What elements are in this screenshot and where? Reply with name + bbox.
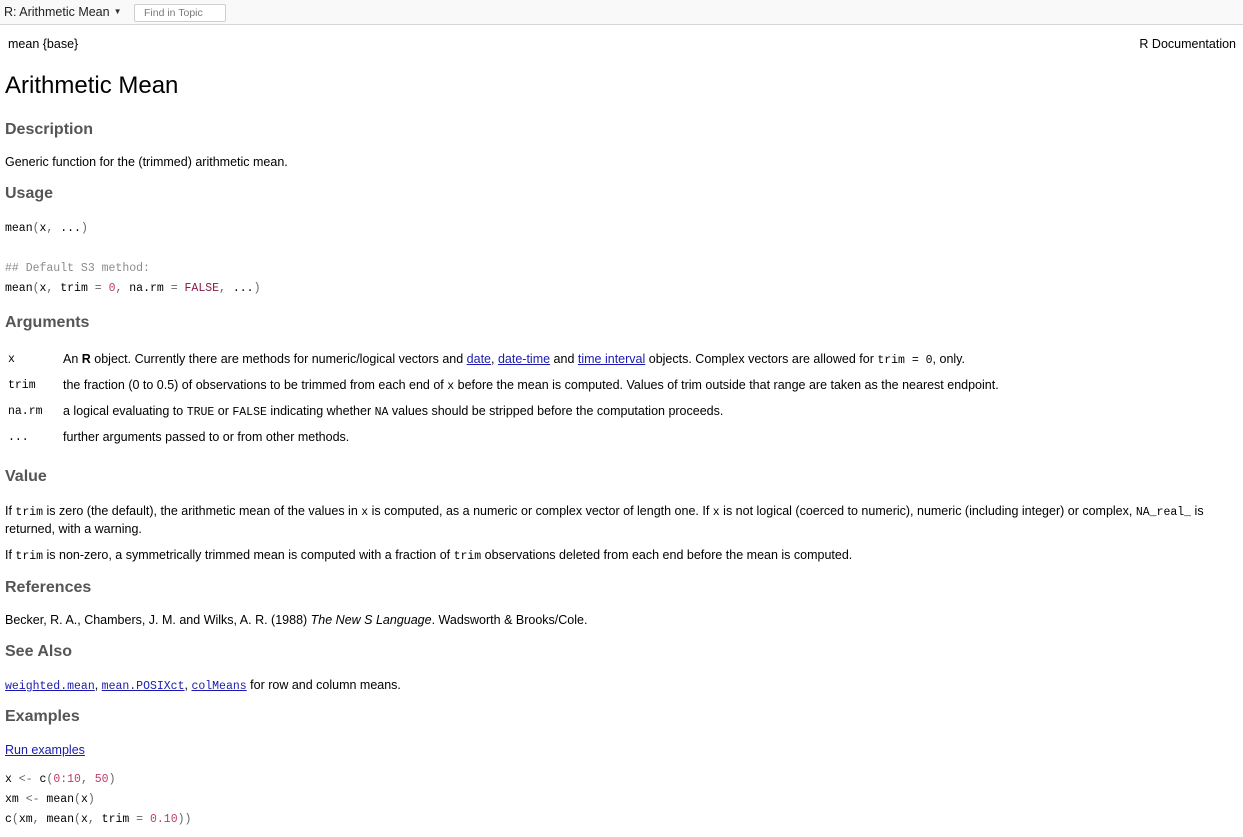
text: observations deleted from each end before the mean is computed. (481, 548, 853, 562)
value-paragraph-2 (5, 548, 852, 563)
text: indicating whether (266, 404, 375, 418)
text: values should be stripped before the computation proceeds. (388, 404, 724, 418)
code-arg: xm (18, 813, 33, 826)
caret-down-icon: ▼ (113, 7, 122, 16)
code-arg: x (39, 222, 47, 235)
code-punct: , (219, 282, 233, 295)
find-in-topic-input[interactable] (134, 4, 226, 22)
code-fn: mean (46, 813, 75, 826)
code-punct: , (32, 813, 47, 826)
argument-name: x (8, 353, 15, 366)
code-fn: c (5, 813, 12, 826)
code-number: 50 (94, 773, 109, 786)
code-fn: mean (5, 222, 33, 235)
code-punct: <- (18, 793, 47, 806)
code-number: 0 (53, 773, 61, 786)
argument-name: trim (8, 379, 36, 392)
package-label: mean {base} (8, 37, 79, 51)
argument-description (63, 378, 999, 393)
inline-code: trim (453, 550, 482, 563)
code-punct: ) (87, 793, 95, 806)
code-punct: = (129, 813, 150, 826)
r-documentation-label: R Documentation (1139, 37, 1236, 51)
code-punct: ( (32, 282, 40, 295)
code-fn: c (39, 773, 47, 786)
argument-name: ... (8, 431, 29, 444)
argument-description: further arguments passed to or from other methods. (63, 430, 350, 444)
usage-comment: ## Default S3 method: (5, 262, 150, 275)
argument-name: na.rm (8, 405, 43, 418)
code-arg: ... (60, 222, 81, 235)
code-punct: ( (74, 793, 81, 806)
code-punct: ( (11, 813, 19, 826)
text: , (94, 678, 102, 692)
date-link[interactable]: date (466, 352, 492, 366)
text: a logical evaluating to (63, 404, 187, 418)
text: objects. Complex vectors are allowed for (645, 352, 878, 366)
code-punct: = (163, 282, 185, 295)
book-title: The New S Language (310, 613, 432, 627)
code-punct: ) (80, 222, 88, 235)
code-arg: trim (101, 813, 130, 826)
code-fn: mean (5, 282, 33, 295)
code-fn: mean (46, 793, 75, 806)
topic-selector[interactable] (4, 5, 122, 19)
code-punct: )) (177, 813, 192, 826)
text: is not logical (coerced to numeric), numeric (including integer) or complex, (719, 504, 1136, 518)
text: before the mean is computed. Values of trim outside that range are taken as the nearest endpoint. (454, 378, 999, 392)
inline-code: trim (15, 550, 44, 563)
value-paragraph-1 (5, 503, 1230, 537)
mean-posixct-link[interactable]: mean.POSIXct (101, 680, 185, 693)
text: and (550, 352, 578, 366)
text: An (63, 352, 82, 366)
text: , (184, 678, 192, 692)
colmeans-link[interactable]: colMeans (191, 680, 247, 693)
code-arg: trim (60, 282, 88, 295)
code-punct: ) (108, 773, 116, 786)
section-usage-heading: Usage (5, 185, 54, 202)
help-toolbar (0, 0, 1243, 25)
code-punct: , (87, 813, 102, 826)
text: is zero (the default), the arithmetic mean of the values in (43, 504, 362, 518)
usage-line-2 (5, 282, 260, 295)
text: . Wadsworth & Brooks/Cole. (431, 613, 588, 627)
section-references-heading: References (5, 579, 92, 596)
code-punct: , (46, 282, 61, 295)
argument-description (63, 352, 965, 367)
text: object. Currently there are methods for numeric/logical vectors and (90, 352, 467, 366)
text: is returned, with a warning. (5, 504, 1204, 536)
inline-code: NA (374, 406, 389, 419)
section-see-also-heading: See Also (5, 643, 72, 660)
weighted-mean-link[interactable]: weighted.mean (5, 680, 95, 693)
usage-line-1 (5, 222, 88, 235)
text: the fraction (0 to 0.5) of observations to be trimmed from each end of (63, 378, 448, 392)
text: Becker, R. A., Chambers, J. M. and Wilks, A. R. (1988) (5, 613, 311, 627)
inline-code: x (447, 380, 455, 393)
text: or (214, 404, 233, 418)
code-punct: , (115, 282, 130, 295)
text: , (491, 352, 498, 366)
see-also-text (5, 678, 401, 693)
code-number: 0.10 (150, 813, 178, 826)
inline-code: NA_real_ (1135, 506, 1192, 519)
code-keyword: FALSE (184, 282, 220, 295)
code-arg: x (5, 773, 12, 786)
text: If (5, 504, 16, 518)
page-title: Arithmetic Mean (5, 72, 179, 99)
r-bold-text: R (81, 352, 91, 366)
code-arg: x (39, 282, 47, 295)
code-number: 0 (108, 282, 116, 295)
run-examples-link[interactable]: Run examples (5, 743, 85, 757)
example-line-2 (5, 793, 95, 806)
text: is non-zero, a symmetrically trimmed mean is computed with a fraction of (43, 548, 454, 562)
text: is computed, as a numeric or complex vector of length one. If (368, 504, 713, 518)
code-punct: <- (11, 773, 40, 786)
argument-description (63, 404, 723, 419)
code-punct: ( (74, 813, 81, 826)
code-punct: ( (46, 773, 54, 786)
code-punct: = (87, 282, 109, 295)
description-text: Generic function for the (trimmed) arithmetic mean. (5, 155, 288, 169)
section-description-heading: Description (5, 121, 94, 138)
section-value-heading: Value (5, 468, 47, 485)
code-arg: xm (5, 793, 19, 806)
code-punct: , (80, 773, 95, 786)
code-number: 10 (67, 773, 81, 786)
time-interval-link[interactable]: time interval (577, 352, 646, 366)
text: , only. (932, 352, 965, 366)
text: If (5, 548, 16, 562)
code-punct: ( (32, 222, 40, 235)
date-time-link[interactable]: date-time (497, 352, 551, 366)
inline-code: trim = 0 (877, 354, 933, 367)
code-punct: : (60, 773, 68, 786)
code-arg: ... (232, 282, 254, 295)
example-line-3 (5, 813, 191, 826)
example-line-1 (5, 773, 115, 786)
reference-citation (5, 613, 587, 627)
code-punct: , (46, 222, 61, 235)
code-arg: x (80, 813, 88, 826)
inline-code: FALSE (232, 406, 267, 419)
section-examples-heading: Examples (5, 708, 80, 725)
code-punct: ) (253, 282, 261, 295)
code-arg: na.rm (129, 282, 164, 295)
topic-title: R: Arithmetic Mean (4, 5, 110, 19)
inline-code: x (712, 506, 720, 519)
text: for row and column means. (246, 678, 401, 692)
inline-code: trim (15, 506, 44, 519)
inline-code: x (361, 506, 369, 519)
section-arguments-heading: Arguments (5, 314, 90, 331)
inline-code: TRUE (186, 406, 215, 419)
code-arg: x (80, 793, 88, 806)
